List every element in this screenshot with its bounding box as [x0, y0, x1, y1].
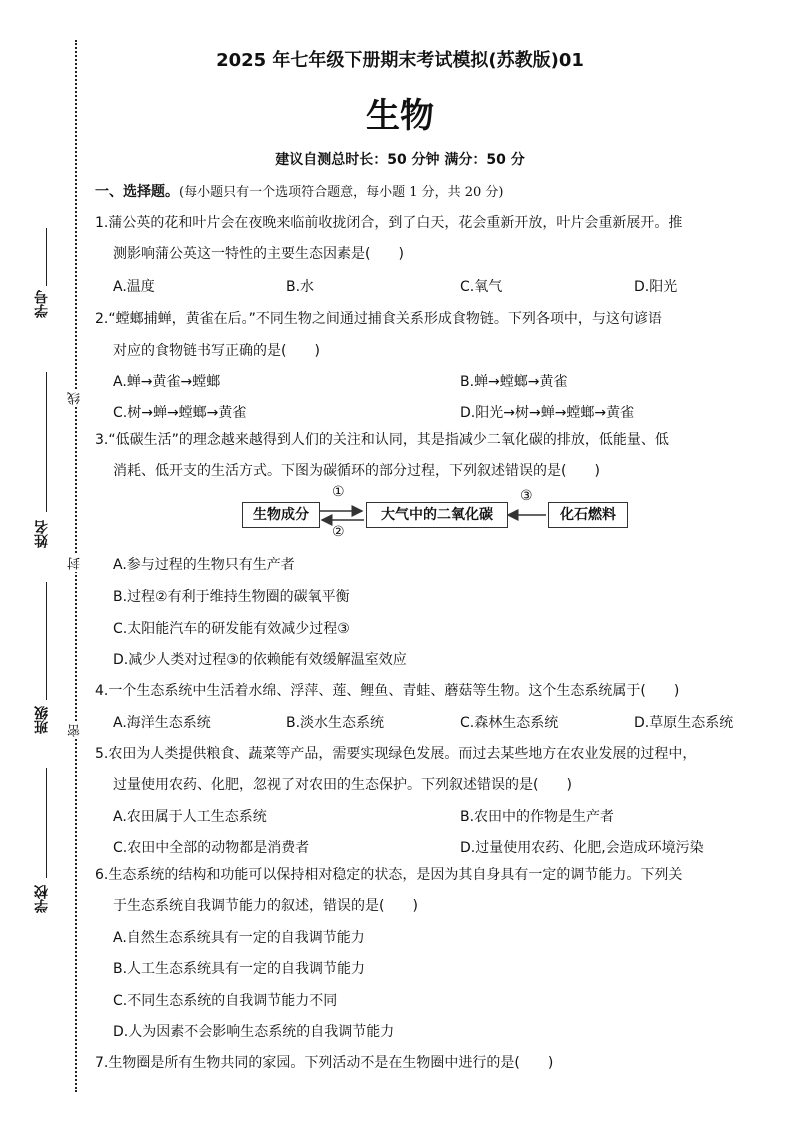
- question-5-option-b: B.农田中的作物是生产者: [460, 809, 615, 825]
- question-7-line-1: 7.生物圈是所有生物共同的家园。下列活动不是在生物圈中进行的是( ): [95, 1055, 554, 1071]
- question-4-option-b: B.淡水生态系统: [286, 715, 385, 731]
- question-6-option-a: A.自然生态系统具有一定的自我调节能力: [113, 930, 365, 946]
- question-6-option-d: D.人为因素不会影响生态系统的自我调节能力: [113, 1024, 395, 1040]
- question-1-line-1: 1.蒲公英的花和叶片会在夜晚来临前收拢闭合，到了白天，花会重新开放，叶片会重新展开。推: [95, 215, 683, 231]
- question-5-line-1: 5.农田为人类提供粮食、蔬菜等产品，需要实现绿色发展。而过去某些地方在农业发展的过程中，: [95, 746, 697, 762]
- question-2-line-2: 对应的食物链书写正确的是( ): [113, 343, 320, 359]
- question-2-option-b: B.蝉→螳螂→黄雀: [460, 374, 568, 390]
- exam-subject: 生物: [366, 96, 434, 136]
- margin-fill-line-class: [46, 582, 47, 700]
- exam-info: 建议自测总时长：50 分钟 满分：50 分: [275, 152, 525, 168]
- box-fossil-fuel: 化石燃料: [548, 502, 628, 528]
- question-1-line-2: 测影响蒲公英这一特性的主要生态因素是( ): [113, 246, 404, 262]
- question-4-line-1: 4.一个生态系统中生活着水绵、浮萍、莲、鲤鱼、青蛙、蘑菇等生物。这个生态系统属于( ): [95, 683, 680, 699]
- label-process-2: ②: [332, 524, 345, 540]
- exam-title: 2025 年七年级下册期末考试模拟(苏教版)01: [216, 50, 584, 71]
- question-3-option-d: D.减少人类对过程③的依赖能有效缓解温室效应: [113, 652, 407, 668]
- question-3-option-b: B.过程②有利于维持生物圈的碳氧平衡: [113, 589, 350, 605]
- margin-fill-line-student-id: [46, 228, 47, 286]
- section-title: 一、选择题。: [95, 184, 179, 200]
- question-3-option-a: A.参与过程的生物只有生产者: [113, 557, 295, 573]
- question-1-option-b: B.水: [286, 279, 315, 295]
- label-process-1: ①: [332, 484, 345, 500]
- margin-label-class: 班级: [34, 706, 50, 734]
- margin-seal-seal: 封: [68, 557, 83, 570]
- question-6-line-2: 于生态系统自我调节能力的叙述，错误的是( ): [113, 898, 418, 914]
- box-biotic-components: 生物成分: [242, 502, 320, 528]
- question-4-option-c: C.森林生态系统: [460, 715, 559, 731]
- question-5-option-a: A.农田属于人工生态系统: [113, 809, 267, 825]
- question-1-option-c: C.氧气: [460, 279, 503, 295]
- section-heading: [95, 181, 504, 201]
- question-2-option-a: A.蝉→黄雀→螳螂: [113, 374, 221, 390]
- question-6-option-b: B.人工生态系统具有一定的自我调节能力: [113, 961, 366, 977]
- margin-seal-secret: 密: [68, 724, 83, 737]
- question-5-option-d: D.过量使用农药、化肥,会造成环境污染: [460, 840, 704, 856]
- question-4-option-d: D.草原生态系统: [634, 715, 734, 731]
- question-1-option-d: D.阳光: [634, 279, 678, 295]
- label-process-3: ③: [520, 488, 533, 504]
- question-4-option-a: A.海洋生态系统: [113, 715, 211, 731]
- margin-fill-line-school: [46, 768, 47, 878]
- carbon-cycle-diagram: [240, 486, 630, 546]
- question-3-option-c: C.太阳能汽车的研发能有效减少过程③: [113, 621, 350, 637]
- margin-label-name: 姓名: [34, 520, 50, 548]
- box-atmospheric-co2: 大气中的二氧化碳: [366, 502, 508, 528]
- question-3-line-2: 消耗、低开支的生活方式。下图为碳循环的部分过程，下列叙述错误的是( ): [113, 463, 600, 479]
- margin-label-school: 学校: [34, 885, 50, 913]
- margin-seal-line: 线: [68, 392, 83, 405]
- question-3-line-1: 3.“低碳生活”的理念越来越得到人们的关注和认同，其是指减少二氧化碳的排放，低能量、低: [95, 432, 669, 448]
- question-2-line-1: 2.“螳螂捕蝉，黄雀在后。”不同生物之间通过捕食关系形成食物链。下列各项中，与这句谚语: [95, 311, 662, 327]
- question-1-option-a: A.温度: [113, 279, 155, 295]
- margin-label-student-id: 学号: [34, 290, 50, 318]
- question-2-option-d: D.阳光→树→蝉→螳螂→黄雀: [460, 405, 635, 421]
- section-note: (每小题只有一个选项符合题意，每小题 1 分，共 20 分): [179, 185, 504, 200]
- question-6-option-c: C.不同生态系统的自我调节能力不同: [113, 993, 338, 1009]
- question-5-line-2: 过量使用农药、化肥，忽视了对农田的生态保护。下列叙述错误的是( ): [113, 777, 572, 793]
- margin-fill-line-name: [46, 372, 47, 512]
- question-6-line-1: 6.生态系统的结构和功能可以保持相对稳定的状态，是因为其自身具有一定的调节能力。下列关: [95, 867, 683, 883]
- question-2-option-c: C.树→蝉→螳螂→黄雀: [113, 405, 247, 421]
- question-5-option-c: C.农田中全部的动物都是消费者: [113, 840, 310, 856]
